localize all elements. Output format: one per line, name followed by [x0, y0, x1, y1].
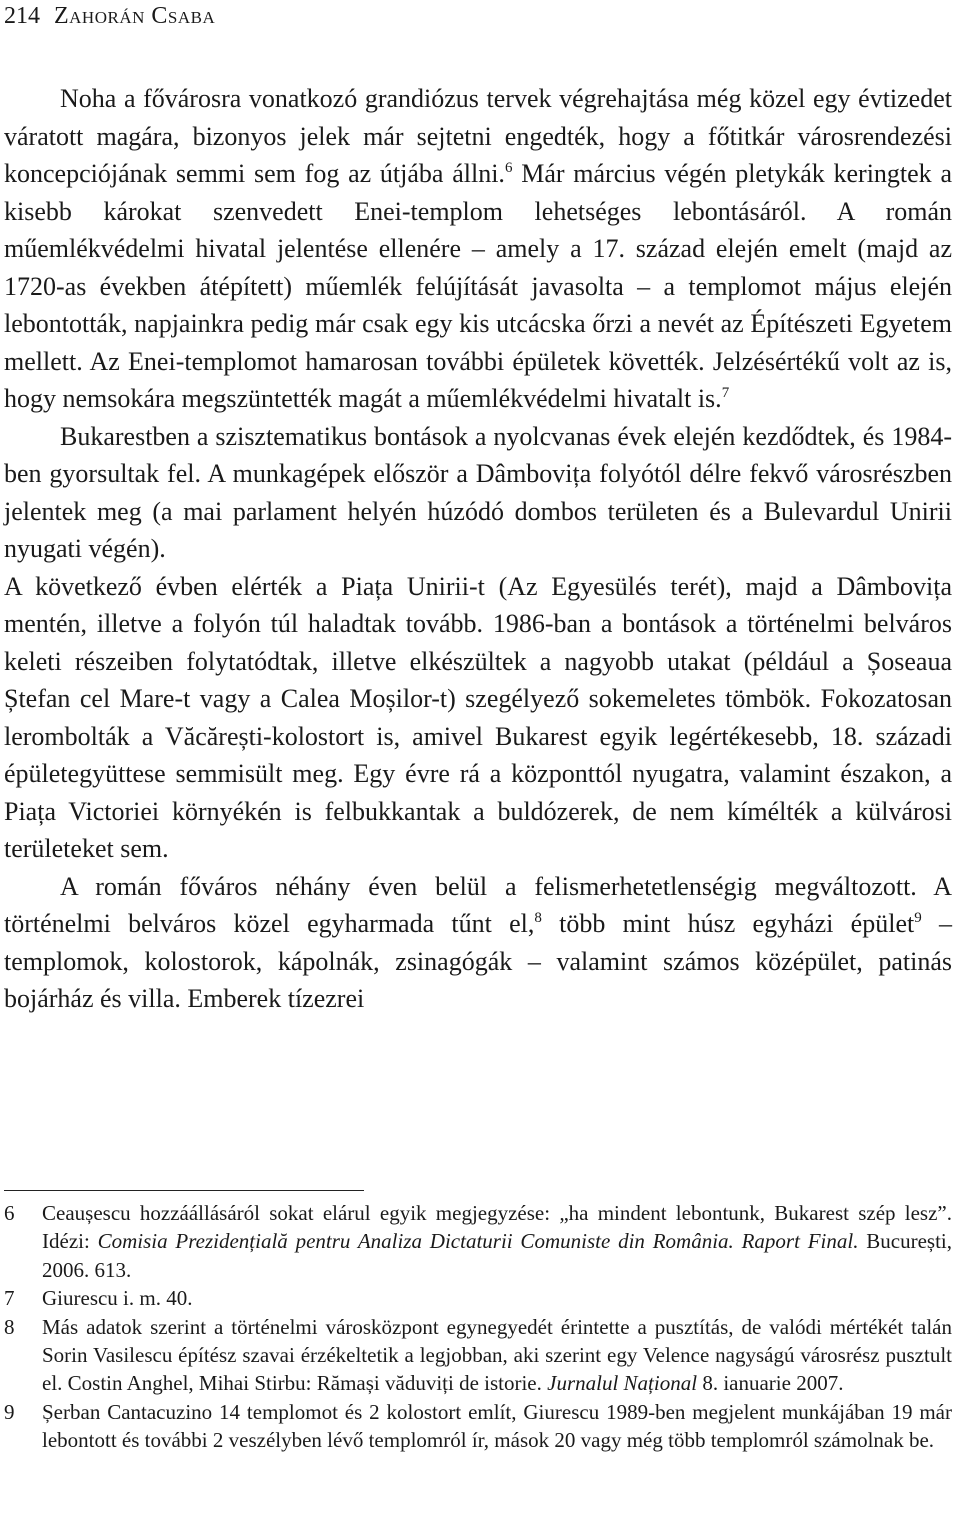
paragraph-1-text-b: Már március végén pletykák keringtek a kisebb károkat szenvedett Enei-templom lehetséges lebontásáról. A román műemlékvédelmi hivatal jelentése ellenére – amely a 17. század elején emelt (majd az 1720-as években átépített) műemlék felújítását javasolta – a templomot május elején lebontották, napjainkra pedig már csak egy kis utcácska őrzi a nevét az Építészeti Egyetem mellett. Az Enei-templomot hamarosan további épületek követték. Jelzésértékű volt az is, hogy nemsokára megszüntették magát a műemlékvédelmi hivatalt is.: [4, 159, 952, 413]
paragraph-4-text-c: – templomok, kolostorok, kápolnák, zsinagógák – valamint számos középület, patinás bojárház és villa. Emberek tízezrei: [4, 909, 952, 1013]
footnote-text: [42, 1313, 952, 1398]
paragraph-1: [4, 80, 952, 418]
footnote-text: Giurescu i. m. 40.: [42, 1286, 193, 1311]
footnote-8: [4, 1313, 952, 1398]
running-header: [4, 2, 215, 30]
footnote-number: 6: [4, 1201, 15, 1225]
footnote-number: 7: [4, 1286, 15, 1311]
footnote-9: [4, 1398, 952, 1455]
footnote-8-text-b: 8. ianuarie 2007.: [697, 1371, 844, 1396]
footnote-divider: [4, 1190, 364, 1191]
footnotes: [4, 1199, 952, 1455]
footnote-6: [4, 1199, 952, 1284]
footnote-text: Șerban Cantacuzino 14 templomot és 2 kolostort említ, Giurescu 1989-ben megjelent munkájában 19 már lebontott és további 2 veszélyben lévő templomról ír, mások 20 vagy még több templomról számolnak be.: [42, 1399, 952, 1453]
footnote-6-text-b: București, 2006. 613.: [42, 1229, 952, 1282]
footnote-ref-8[interactable]: 8: [534, 910, 542, 926]
footnote-number: 9: [4, 1399, 15, 1424]
footnote-ref-7[interactable]: 7: [721, 385, 730, 401]
footnote-6-title: Comisia Prezidențială pentru Analiza Dictaturii Comuniste din România. Raport Final.: [97, 1229, 859, 1254]
footnote-6-text-a: Ceaușescu hozzáállásáról sokat elárul egyik megjegyzése: „ha mindent lebontunk, Bukarest szép lesz”. Idézi:: [42, 1201, 952, 1254]
paragraph-4-text-a: A román főváros néhány éven belül a felismerhetetlenségig megváltozott. A történelmi belváros közel egyharmada tűnt el,: [4, 871, 952, 938]
footnote-8-text-a: Más adatok szerint a történelmi városközpont egynegyedét érintette a pusztítás, de valódi mértékét talán Sorin Vasilescu építész szavai érzékeltetik a legjobban, aki szerint egy Velence nagyságú városrész pusztult el. Costin Anghel, Mihai Stirbu: Rămași văduviți de istorie.: [42, 1314, 952, 1396]
main-text: [4, 80, 952, 1018]
paragraph-2: Bukarestben a szisztematikus bontások a nyolcvanas évek elején kezdődtek, és 1984-ben gyorsultak fel. A munkagépek először a Dâmbovița folyótól délre fekvő városrészben jelentek meg (a mai parlament helyén húzódó dombos területen és a Bulevardul Unirii nyugati végén).: [4, 421, 952, 563]
paragraph-1-text-a: Noha a fővárosra vonatkozó grandiózus tervek végrehajtása még közel egy évtizedet váratott magára, bizonyos jelek már sejtetni engedték, hogy a főtitkár városrendezési koncepciójának semmi sem fog az útjába állni.: [4, 84, 952, 188]
paragraph-4: [4, 868, 952, 1018]
running-header-author: Zahorán Csaba: [54, 3, 216, 29]
footnote-8-title: Jurnalul Național: [547, 1371, 698, 1396]
page-number: 214: [4, 3, 40, 29]
footnote-ref-9[interactable]: 9: [914, 910, 922, 926]
footnote-7: [4, 1284, 952, 1312]
paragraph-3: A következő évben elérték a Piața Unirii-t (Az Egyesülés terét), majd a Dâmbovița mentén, illetve a folyón túl haladtak tovább. 1986-ban a bontások a történelmi belváros keleti részeiben folytatódtak, illetve elkészültek a nagyobb utakat (például a Șoseaua Ștefan cel Mare-t vagy a Calea Moșilor-t) szegélyező sokemeletes tömbök. Fokozatosan lerombolták a Văcărești-kolostort is, amivel Bukarest egyik legértékesebb, 18. századi épületegyüttese semmisült meg. Egy évre rá a központtól nyugatra, valamint északon, a Piața Victoriei környékén is felbukkantak a buldózerek, de nem kímélték a külvárosi területeket sem.: [4, 571, 952, 863]
footnote-ref-6[interactable]: 6: [504, 160, 513, 176]
footnote-number: 8: [4, 1314, 15, 1339]
footnote-text: [42, 1199, 952, 1284]
paragraph-4-text-b: több mint húsz egyházi épület: [541, 909, 915, 938]
